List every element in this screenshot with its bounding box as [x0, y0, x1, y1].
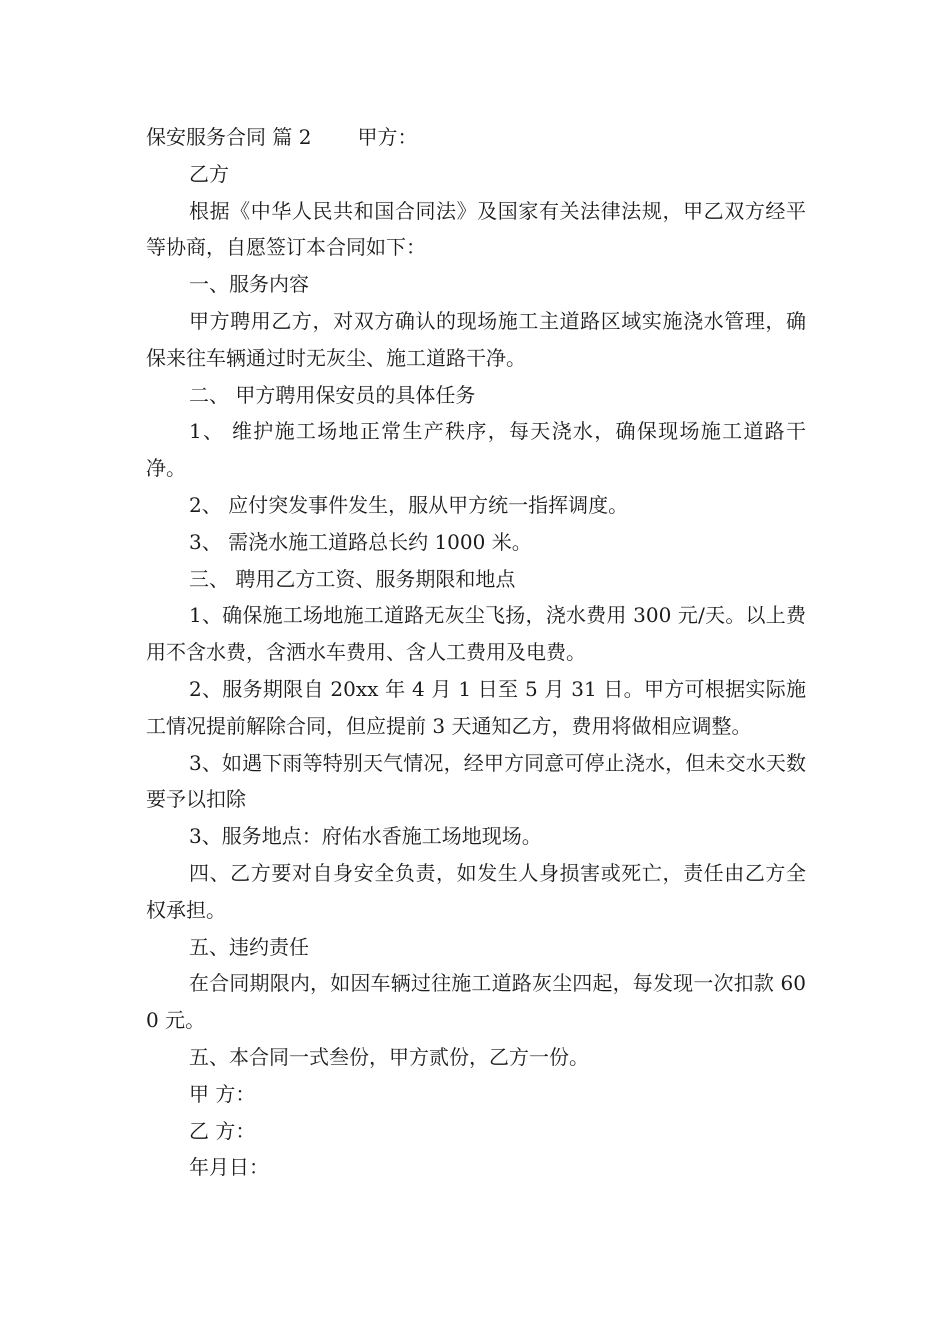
paragraph: 在合同期限内，如因车辆过往施工道路灰尘四起，每发现一次扣款 600 元。	[146, 971, 806, 1033]
list-item: 1、确保施工场地施工道路无灰尘飞扬，浇水费用 300 元/天。以上费用不含水费，含洒水车费用、含人工费用及电费。	[146, 603, 806, 665]
paragraph: 五、本合同一式叁份，甲方贰份，乙方一份。	[189, 1044, 589, 1069]
section-heading: 三、 聘用乙方工资、服务期限和地点	[189, 566, 516, 591]
party-a-label: 甲方：	[357, 125, 418, 149]
section-heading: 二、 甲方聘用保安员的具体任务	[189, 382, 476, 407]
list-item: 2、服务期限自 20xx 年 4 月 1 日至 5 月 31 日。甲方可根据实际施工情况提前解除合同，但应提前 3 天通知乙方，费用将做相应调整。	[146, 676, 806, 738]
signature-party-a: 甲 方：	[189, 1081, 256, 1106]
party-b-label: 乙方	[189, 161, 229, 186]
preamble-paragraph: 根据《中华人民共和国合同法》及国家有关法律法规，甲乙双方经平等协商，自愿签订本合同如下：	[146, 198, 806, 260]
signature-party-b: 乙 方：	[189, 1118, 256, 1143]
list-item: 3、如遇下雨等特别天气情况，经甲方同意可停止浇水，但未交水天数要予以扣除	[146, 750, 806, 812]
paragraph: 甲方聘用乙方，对双方确认的现场施工主道路区域实施浇水管理，确保来往车辆通过时无灰尘、施工道路干净。	[146, 308, 806, 370]
signature-date: 年月日：	[189, 1155, 269, 1180]
section-heading: 一、服务内容	[189, 272, 309, 297]
contract-title: 保安服务合同 篇 2	[146, 125, 312, 149]
section-heading: 五、违约责任	[189, 934, 309, 959]
document-body	[146, 119, 806, 1186]
list-item: 1、 维护施工场地正常生产秩序，每天浇水，确保现场施工道路干净。	[146, 419, 806, 481]
list-item: 3、服务地点：府佑水香施工场地现场。	[189, 824, 542, 849]
paragraph: 四、乙方要对自身安全负责，如发生人身损害或死亡，责任由乙方全权承担。	[146, 860, 806, 922]
document-heading	[146, 119, 806, 156]
list-item: 3、 需浇水施工道路总长约 1000 米。	[189, 529, 532, 554]
list-item: 2、 应付突发事件发生，服从甲方统一指挥调度。	[189, 492, 629, 517]
